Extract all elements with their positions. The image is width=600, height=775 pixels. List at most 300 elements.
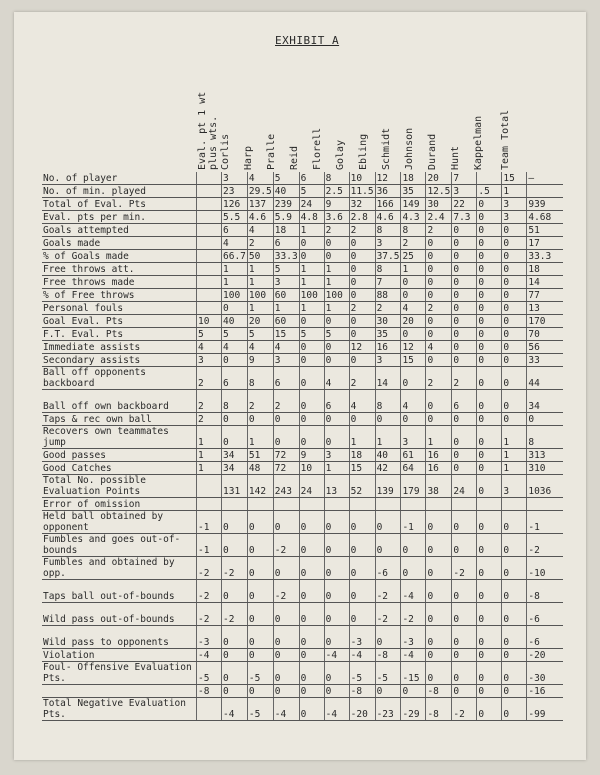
table-cell: 12 bbox=[349, 341, 375, 354]
table-cell: 48 bbox=[247, 462, 273, 475]
table-cell: 100 bbox=[324, 289, 349, 302]
table-cell: 4 bbox=[349, 390, 375, 413]
table-row bbox=[42, 413, 563, 426]
table-cell: 0 bbox=[502, 315, 527, 328]
table-cell: 6 bbox=[222, 224, 248, 237]
column-header-label: Reid bbox=[289, 145, 300, 170]
table-cell: -5 bbox=[197, 662, 222, 685]
table-cell: 1 bbox=[324, 263, 349, 276]
row-label: Good Catches bbox=[42, 462, 197, 475]
table-cell: 0 bbox=[349, 315, 375, 328]
table-row bbox=[42, 341, 563, 354]
table-cell: 0 bbox=[426, 557, 452, 580]
table-cell: 0 bbox=[247, 534, 273, 557]
table-cell: 33 bbox=[527, 354, 564, 367]
table-cell: 0 bbox=[299, 626, 324, 649]
table-cell: 30 bbox=[375, 315, 401, 328]
table-cell bbox=[273, 498, 299, 511]
table-cell bbox=[197, 250, 222, 263]
table-cell: 32 bbox=[349, 198, 375, 211]
table-cell: -2 bbox=[273, 534, 299, 557]
table-cell: 34 bbox=[222, 449, 248, 462]
table-cell: 0 bbox=[527, 413, 564, 426]
table-cell: 0 bbox=[401, 557, 426, 580]
table-row bbox=[42, 367, 563, 390]
table-cell: 1 bbox=[247, 302, 273, 315]
table-cell: 0 bbox=[477, 276, 502, 289]
table-row bbox=[42, 390, 563, 413]
column-header-label: Golay bbox=[335, 139, 346, 170]
table-row bbox=[42, 557, 563, 580]
table-cell bbox=[197, 224, 222, 237]
row-label: Fumbles and goes out-of-bounds bbox=[42, 534, 197, 557]
table-cell: 0 bbox=[426, 649, 452, 662]
table-cell: 0 bbox=[222, 649, 248, 662]
table-cell: 0 bbox=[324, 354, 349, 367]
table-row bbox=[42, 276, 563, 289]
table-cell: 3 bbox=[375, 354, 401, 367]
table-cell: 3 bbox=[502, 475, 527, 498]
table-cell: 0 bbox=[426, 315, 452, 328]
table-cell: 1 bbox=[349, 426, 375, 449]
table-cell: 1 bbox=[324, 276, 349, 289]
table-cell: 0 bbox=[273, 649, 299, 662]
table-cell: 0 bbox=[349, 237, 375, 250]
row-label: Total of Eval. Pts bbox=[42, 198, 197, 211]
table-cell: 1 bbox=[299, 263, 324, 276]
table-cell: 0 bbox=[477, 626, 502, 649]
table-cell: 0 bbox=[477, 426, 502, 449]
table-row bbox=[42, 354, 563, 367]
table-cell bbox=[299, 498, 324, 511]
table-cell: 0 bbox=[324, 534, 349, 557]
table-cell: 0 bbox=[273, 413, 299, 426]
table-cell: 0 bbox=[477, 475, 502, 498]
table-cell: 4 bbox=[222, 237, 248, 250]
row-label: Immediate assists bbox=[42, 341, 197, 354]
column-header-label: Harp bbox=[243, 145, 254, 170]
table-cell: -1 bbox=[401, 511, 426, 534]
table-cell: 0 bbox=[222, 662, 248, 685]
table-cell: 0 bbox=[299, 367, 324, 390]
table-cell: -2 bbox=[401, 603, 426, 626]
table-cell: 0 bbox=[324, 250, 349, 263]
table-cell: 0 bbox=[502, 289, 527, 302]
table-cell bbox=[197, 172, 222, 185]
table-cell: 51 bbox=[247, 449, 273, 462]
table-cell: 6 bbox=[299, 172, 324, 185]
table-cell: 0 bbox=[502, 626, 527, 649]
table-cell: 0 bbox=[222, 511, 248, 534]
table-cell: 0 bbox=[426, 237, 452, 250]
table-cell: -2 bbox=[527, 534, 564, 557]
table-cell: 4.8 bbox=[299, 211, 324, 224]
table-cell: 2 bbox=[273, 390, 299, 413]
row-label: Total Negative Evaluation Pts. bbox=[42, 698, 197, 721]
table-cell: 40 bbox=[375, 449, 401, 462]
table-cell: -4 bbox=[324, 698, 349, 721]
table-row bbox=[42, 603, 563, 626]
table-cell: 0 bbox=[401, 534, 426, 557]
table-cell bbox=[197, 302, 222, 315]
table-cell: 0 bbox=[477, 580, 502, 603]
table-cell: 0 bbox=[452, 580, 477, 603]
table-cell: 0 bbox=[247, 649, 273, 662]
table-cell: 4 bbox=[247, 224, 273, 237]
table-cell: 11.5 bbox=[350, 186, 374, 197]
table-cell bbox=[349, 498, 375, 511]
table-cell: 3 bbox=[324, 449, 349, 462]
table-cell: 0 bbox=[452, 250, 477, 263]
table-row bbox=[42, 172, 563, 185]
table-cell: 0 bbox=[477, 263, 502, 276]
row-label: Taps ball out-of-bounds bbox=[42, 580, 197, 603]
table-cell: 8 bbox=[324, 172, 349, 185]
table-cell: 0 bbox=[375, 413, 401, 426]
row-label: Eval. pts per min. bbox=[42, 211, 197, 224]
table-cell: 1 bbox=[247, 426, 273, 449]
table-cell: 0 bbox=[426, 276, 452, 289]
table-cell: -2 bbox=[375, 580, 401, 603]
row-label: Wild pass out-of-bounds bbox=[42, 603, 197, 626]
table-cell: 0 bbox=[426, 289, 452, 302]
table-row bbox=[42, 211, 563, 224]
table-cell: 56 bbox=[527, 341, 564, 354]
table-cell: 0 bbox=[247, 685, 273, 698]
table-cell: 72 bbox=[273, 449, 299, 462]
table-cell bbox=[452, 498, 477, 511]
table-cell: 4 bbox=[273, 341, 299, 354]
table-cell: 0 bbox=[273, 603, 299, 626]
table-cell: 0 bbox=[247, 603, 273, 626]
table-cell: 0 bbox=[452, 354, 477, 367]
table-cell: 18 bbox=[401, 172, 426, 185]
table-cell: 14 bbox=[375, 367, 401, 390]
table-cell: 0 bbox=[299, 534, 324, 557]
table-cell: 0 bbox=[324, 426, 349, 449]
table-cell: 0 bbox=[477, 224, 502, 237]
table-cell: 1 bbox=[502, 462, 527, 475]
column-header-label: Johnson bbox=[404, 127, 415, 170]
table-cell: 0 bbox=[477, 462, 502, 475]
row-label: No. of player bbox=[42, 172, 197, 185]
table-cell: 29.5 bbox=[248, 186, 272, 197]
table-cell: 8 bbox=[247, 367, 273, 390]
table-cell bbox=[197, 289, 222, 302]
table-cell: 0 bbox=[502, 413, 527, 426]
table-cell: 0 bbox=[477, 367, 502, 390]
table-cell: 0 bbox=[426, 662, 452, 685]
table-cell: 0 bbox=[477, 534, 502, 557]
table-cell: 5 bbox=[247, 328, 273, 341]
table-cell: -8 bbox=[197, 685, 222, 698]
table-cell: 5 bbox=[273, 172, 299, 185]
table-cell: 0 bbox=[222, 302, 248, 315]
table-row bbox=[42, 224, 563, 237]
column-header-label: Ebling bbox=[358, 133, 369, 170]
table-cell: 1 bbox=[222, 263, 248, 276]
table-cell bbox=[502, 498, 527, 511]
table-cell: 2 bbox=[197, 390, 222, 413]
row-label: Free throws att. bbox=[42, 263, 197, 276]
table-cell: 6 bbox=[273, 367, 299, 390]
table-cell: 0 bbox=[426, 263, 452, 276]
table-cell: 12 bbox=[375, 172, 401, 185]
table-cell: 0 bbox=[502, 367, 527, 390]
table-cell: -4 bbox=[401, 580, 426, 603]
table-cell: 5 bbox=[273, 263, 299, 276]
table-cell bbox=[197, 237, 222, 250]
table-cell: 0 bbox=[477, 211, 502, 224]
table-cell: 0 bbox=[299, 649, 324, 662]
table-cell: -8 bbox=[426, 685, 452, 698]
table-cell: 6 bbox=[222, 367, 248, 390]
table-cell: -20 bbox=[349, 698, 375, 721]
table-cell: 0 bbox=[452, 449, 477, 462]
table-cell: 0 bbox=[502, 649, 527, 662]
table-cell: 0 bbox=[426, 354, 452, 367]
table-cell: -5 bbox=[247, 662, 273, 685]
row-label bbox=[42, 685, 197, 698]
table-row bbox=[42, 237, 563, 250]
table-cell: 1 bbox=[375, 426, 401, 449]
table-cell: 0 bbox=[452, 413, 477, 426]
table-cell: 0 bbox=[324, 580, 349, 603]
table-cell: 44 bbox=[527, 367, 564, 390]
table-cell: 100 bbox=[247, 289, 273, 302]
table-cell: 0 bbox=[477, 328, 502, 341]
table-cell: 13 bbox=[324, 475, 349, 498]
table-cell: 0 bbox=[477, 237, 502, 250]
row-label: Foul- Offensive Evaluation Pts. bbox=[42, 662, 197, 685]
column-header-label: Corlis bbox=[220, 133, 231, 170]
table-cell: -1 bbox=[527, 511, 564, 534]
table-cell: 0 bbox=[452, 462, 477, 475]
table-cell: 36 bbox=[375, 185, 401, 198]
row-label: Free throws made bbox=[42, 276, 197, 289]
table-cell: 0 bbox=[502, 276, 527, 289]
table-cell: 61 bbox=[401, 449, 426, 462]
table-cell: 3 bbox=[273, 276, 299, 289]
table-row bbox=[42, 426, 563, 449]
table-cell: 34 bbox=[527, 390, 564, 413]
table-cell: 24 bbox=[299, 198, 324, 211]
table-cell: 4 bbox=[197, 341, 222, 354]
table-cell: 0 bbox=[299, 390, 324, 413]
table-cell: 166 bbox=[375, 198, 401, 211]
table-cell: 5 bbox=[299, 328, 324, 341]
table-cell: 0 bbox=[477, 603, 502, 626]
table-cell: 8 bbox=[222, 390, 248, 413]
table-cell: 10 bbox=[197, 315, 222, 328]
table-cell: 10 bbox=[299, 462, 324, 475]
table-cell: 2.8 bbox=[349, 211, 375, 224]
table-row bbox=[42, 302, 563, 315]
table-cell: -8 bbox=[527, 580, 564, 603]
table-cell: 20 bbox=[247, 315, 273, 328]
table-cell: 1 bbox=[299, 224, 324, 237]
table-cell: 0 bbox=[247, 557, 273, 580]
table-cell: -6 bbox=[527, 603, 564, 626]
table-cell: 0 bbox=[477, 198, 502, 211]
table-cell: -4 bbox=[349, 649, 375, 662]
table-cell: 8 bbox=[527, 426, 564, 449]
table-cell: 0 bbox=[477, 413, 502, 426]
table-cell: 18 bbox=[527, 263, 564, 276]
table-cell: 33.3 bbox=[274, 251, 298, 262]
table-cell: 0 bbox=[452, 685, 477, 698]
table-cell: 2 bbox=[349, 367, 375, 390]
table-cell: 4 bbox=[222, 341, 248, 354]
table-cell: 2 bbox=[426, 367, 452, 390]
table-cell: 9 bbox=[324, 198, 349, 211]
table-row bbox=[42, 185, 563, 198]
row-label: Personal fouls bbox=[42, 302, 197, 315]
table-cell: 0 bbox=[222, 626, 248, 649]
table-cell: 3 bbox=[273, 354, 299, 367]
table-cell bbox=[197, 211, 222, 224]
table-cell: -1 bbox=[197, 534, 222, 557]
table-cell: 0 bbox=[452, 315, 477, 328]
table-cell: 66.7 bbox=[223, 251, 246, 262]
table-cell: 51 bbox=[527, 224, 564, 237]
table-cell: -2 bbox=[222, 557, 248, 580]
table-cell: -2 bbox=[375, 603, 401, 626]
table-cell: -2 bbox=[273, 580, 299, 603]
table-cell: 64 bbox=[401, 462, 426, 475]
table-cell: 4 bbox=[247, 172, 273, 185]
table-cell: 1 bbox=[197, 462, 222, 475]
table-cell: 0 bbox=[502, 603, 527, 626]
table-cell: 1 bbox=[401, 263, 426, 276]
table-cell bbox=[426, 498, 452, 511]
table-cell: 0 bbox=[349, 534, 375, 557]
table-cell: 0 bbox=[477, 315, 502, 328]
table-cell: 4 bbox=[401, 390, 426, 413]
table-cell: 0 bbox=[502, 557, 527, 580]
table-cell: 5 bbox=[299, 185, 324, 198]
table-cell: 5 bbox=[197, 328, 222, 341]
table-cell: 0 bbox=[299, 580, 324, 603]
table-cell: 0 bbox=[452, 328, 477, 341]
table-cell bbox=[527, 185, 564, 198]
table-cell: 37.5 bbox=[376, 251, 400, 262]
table-cell: 1 bbox=[502, 185, 527, 198]
row-label: % of Free throws bbox=[42, 289, 197, 302]
table-cell: 0 bbox=[452, 603, 477, 626]
table-row bbox=[42, 534, 563, 557]
table-cell: -8 bbox=[426, 698, 452, 721]
table-cell: 239 bbox=[273, 198, 299, 211]
table-cell: 42 bbox=[375, 462, 401, 475]
table-cell: 2 bbox=[247, 390, 273, 413]
table-cell: 1 bbox=[299, 276, 324, 289]
table-cell: 0 bbox=[299, 315, 324, 328]
table-cell: 0 bbox=[452, 341, 477, 354]
table-cell: -99 bbox=[527, 698, 564, 721]
table-cell: 0 bbox=[452, 662, 477, 685]
table-cell: 34 bbox=[222, 462, 248, 475]
table-cell: 12 bbox=[401, 341, 426, 354]
table-cell: 0 bbox=[324, 315, 349, 328]
table-cell: 0 bbox=[426, 328, 452, 341]
table-cell bbox=[197, 185, 222, 198]
table-cell: 0 bbox=[452, 237, 477, 250]
table-cell: -10 bbox=[527, 557, 564, 580]
table-cell: 1 bbox=[247, 276, 273, 289]
table-cell: 2 bbox=[197, 413, 222, 426]
table-cell: 16 bbox=[375, 341, 401, 354]
table-row bbox=[42, 263, 563, 276]
table-cell: 0 bbox=[452, 302, 477, 315]
table-cell: 2 bbox=[349, 224, 375, 237]
table-cell: 170 bbox=[527, 315, 564, 328]
table-cell bbox=[247, 498, 273, 511]
table-cell: 0 bbox=[502, 341, 527, 354]
table-cell: 243 bbox=[273, 475, 299, 498]
table-cell: -30 bbox=[527, 662, 564, 685]
table-cell: 0 bbox=[502, 685, 527, 698]
table-cell: 0 bbox=[299, 511, 324, 534]
table-cell: 10 bbox=[349, 172, 375, 185]
table-cell: 60 bbox=[273, 289, 299, 302]
table-cell: 0 bbox=[452, 426, 477, 449]
table-cell: 100 bbox=[299, 289, 324, 302]
column-header-label: Pralle bbox=[266, 133, 277, 170]
table-cell: 0 bbox=[477, 649, 502, 662]
table-cell: -6 bbox=[375, 557, 401, 580]
table-cell: 0 bbox=[299, 250, 324, 263]
table-cell: .5 bbox=[477, 185, 502, 198]
table-cell: 1 bbox=[502, 426, 527, 449]
table-cell: 0 bbox=[452, 626, 477, 649]
table-cell: 0 bbox=[349, 354, 375, 367]
table-cell: 50 bbox=[247, 250, 273, 263]
row-label: F.T. Eval. Pts bbox=[42, 328, 197, 341]
row-label: Total No. possible Evaluation Points bbox=[42, 475, 197, 498]
table-cell: 0 bbox=[477, 354, 502, 367]
table-cell: 0 bbox=[324, 603, 349, 626]
table-cell: 0 bbox=[477, 557, 502, 580]
table-cell: 313 bbox=[527, 449, 564, 462]
table-row bbox=[42, 626, 563, 649]
table-cell: 0 bbox=[375, 626, 401, 649]
table-cell: 0 bbox=[477, 302, 502, 315]
table-cell: 6 bbox=[324, 390, 349, 413]
table-row bbox=[42, 498, 563, 511]
table-cell: 0 bbox=[324, 557, 349, 580]
table-cell: 0 bbox=[247, 413, 273, 426]
table-cell: 0 bbox=[222, 534, 248, 557]
table-cell: 6 bbox=[273, 237, 299, 250]
table-cell: 1036 bbox=[527, 475, 564, 498]
table-cell: -2 bbox=[197, 603, 222, 626]
table-cell: 310 bbox=[527, 462, 564, 475]
row-label: Held ball obtained by opponent bbox=[42, 511, 197, 534]
table-row bbox=[42, 580, 563, 603]
table-cell: 0 bbox=[477, 685, 502, 698]
table-cell: -4 bbox=[273, 698, 299, 721]
table-cell: 3 bbox=[401, 426, 426, 449]
table-cell: -4 bbox=[222, 698, 248, 721]
table-cell: 9 bbox=[247, 354, 273, 367]
table-cell: 3 bbox=[452, 185, 477, 198]
table-cell: 0 bbox=[401, 413, 426, 426]
table-cell: -2 bbox=[452, 698, 477, 721]
table-row bbox=[42, 449, 563, 462]
table-cell: 4.6 bbox=[375, 211, 401, 224]
table-cell bbox=[197, 475, 222, 498]
